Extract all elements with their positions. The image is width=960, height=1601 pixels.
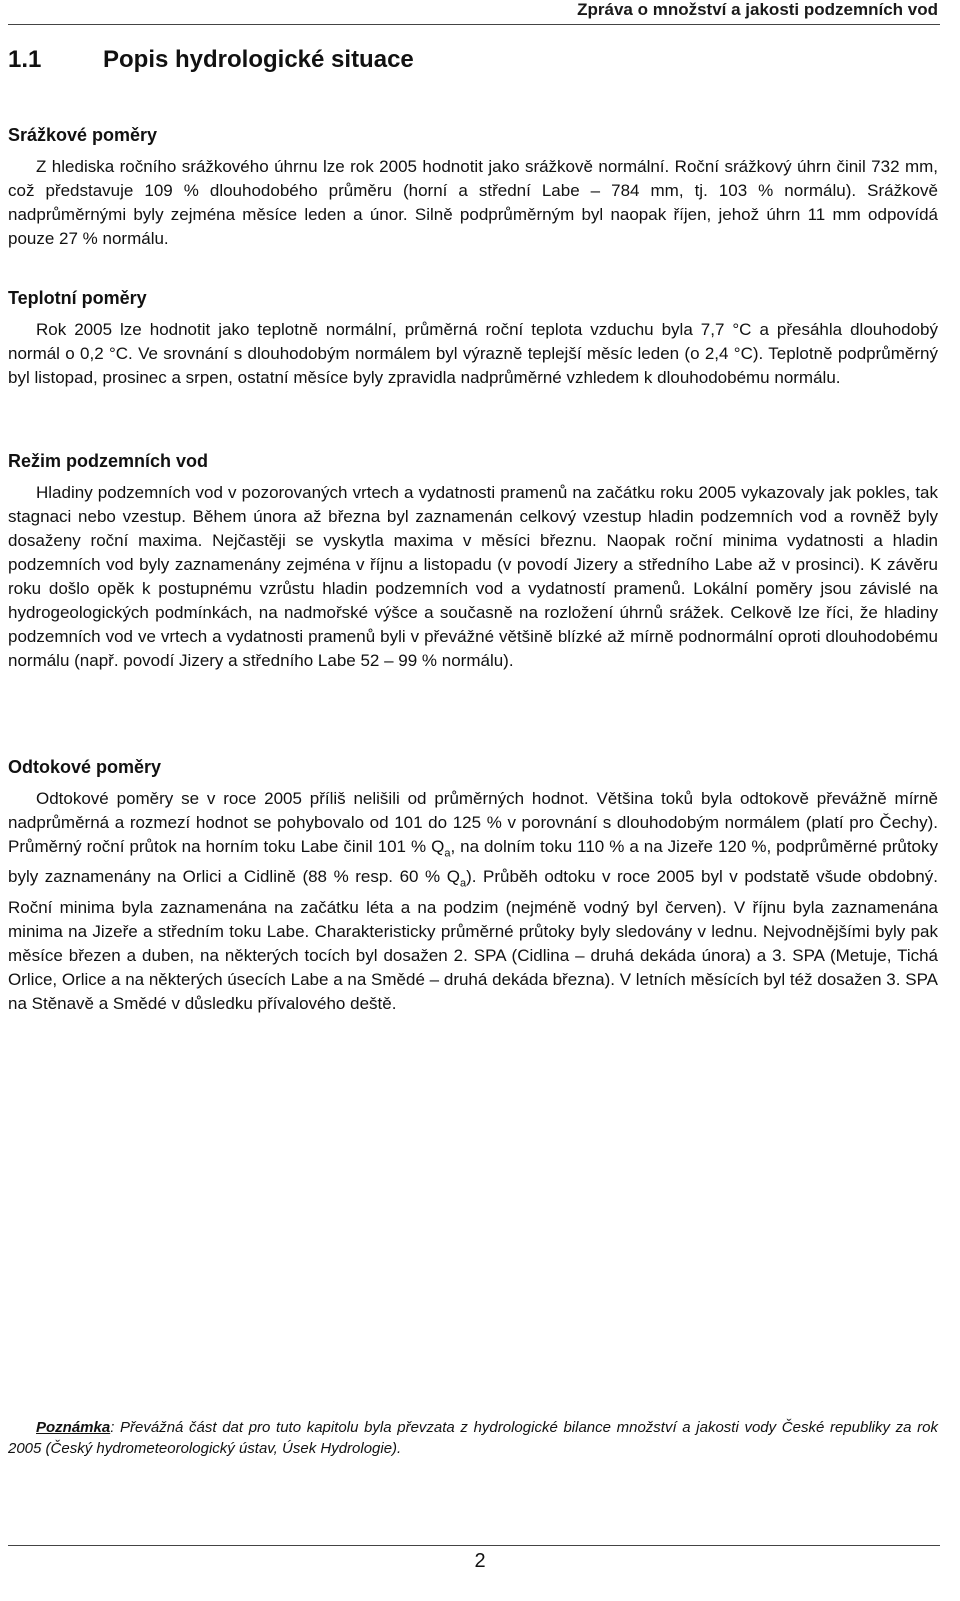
section-precipitation [8,125,938,251]
section-heading: Srážkové poměry [8,125,158,145]
section-paragraph: Hladiny podzemních vod v pozorovaných vrtech a vydatnosti pramenů na začátku roku 2005 vykazovaly jak pokles, tak stagnaci nebo vzestup. Během února až března byl zaznamenán celkový vzestup hladin podzemních vod a rovněž byly dosaženy roční maxima. Nejčastěji se vyskytla maxima v měsíci březnu. Naopak roční minima vydatnosti a hladin podzemních vod byly zaznamenány zejména v říjnu a listopadu (v povodí Jizery a středního Labe až v prosinci). K závěru roku došlo opěk k postupnému vzrůstu hladin podzemních vod a vydatností pramenů. Lokální poměry jsou závislé na hydrogeologických podmínkách, na nadmořské výšce a současně na rozložení úhrnů srážek. Celkově lze říci, že hladiny podzemních vod ve vrtech a vydatnosti pramenů byli v převážné většině blízké až mírně podnormální oproti dlouhodobému normálu (např. povodí Jizery a středního Labe 52 – 99 % normálu). [8,483,938,670]
footnote-text: : Převážná část dat pro tuto kapitolu byla převzata z hydrologické bilance množství a jakosti vody České republiky za rok 2005 (Český hydrometeorologický ústav, Úsek Hydrologie). [8,1419,938,1457]
subscript-a: a [459,877,467,890]
runoff-text-part: Odtokové poměry se v roce 2005 příliš nelišili od průměrných hodnot. Většina toků byla odtokově převážně mírně nadprůměrná a rozmezí hodnot se pohybovalo od 101 do 125 % v porovnání s dlouhodobým normálem (platí pro Čechy). Průměrný roční průtok na horním toku Labe činil 101 % Q [8,789,938,856]
footer-divider [8,1545,940,1546]
section-paragraph [8,787,938,1016]
chapter-number: 1.1 [8,46,42,73]
runoff-text-part: , na dolním toku 110 % a na Jizeře 120 %, podprůměrné průtoky byly zaznamenány na Orlici a Cidlině (88 % resp. 60 % Q [8,837,939,887]
section-runoff [8,757,938,1016]
footnote [8,1417,938,1459]
section-paragraph: Z hlediska ročního srážkového úhrnu lze rok 2005 hodnotit jako srážkově normální. Roční srážkový úhrn činil 732 mm, což představuje 109 % dlouhodobého průměru (horní a střední Labe – 784 mm, tj. 103 % normálu). Srážkově nadprůměrnými byly zejména měsíce leden a únor. Silně podprůměrným byl naopak říjen, jehož úhrn 11 mm odpovídá pouze 27 % normálu. [8,157,938,248]
section-groundwater [8,451,938,673]
section-temperature [8,288,938,390]
section-heading: Teplotní poměry [8,288,147,308]
header-divider [8,24,940,25]
subscript-a: a [444,847,451,860]
section-heading: Odtokové poměry [8,757,162,777]
footnote-label: Poznámka [36,1419,111,1436]
section-heading: Režim podzemních vod [8,451,209,471]
page-number: 2 [474,1550,486,1572]
section-paragraph: Rok 2005 lze hodnotit jako teplotně normální, průměrná roční teplota vzduchu byla 7,7 °C a přesáhla dlouhodobý normál o 0,2 °C. Ve srovnání s dlouhodobým normálem byl výrazně teplejší měsíc leden (o 2,4 °C). Teplotně podprůměrný byl listopad, prosinec a srpen, ostatní měsíce byly zpravidla nadprůměrné vzhledem k dlouhodobému normálu. [8,320,938,387]
chapter-title-text: Popis hydrologické situace [103,46,414,73]
runoff-text-part: ). Průběh odtoku v roce 2005 byl v podstatě všude obdobný. Roční minima byla zaznamenána na začátku léta a na podzim (nejméně vodný byl červen). V říjnu byla zaznamenána minima na Jizeře a středním toku Labe. Charakteristicky průměrné průtoky byly sledovány v lednu. Nejvodnějšími byly pak měsíce březen a duben, na některých tocích byl dosažen 2. SPA (Cidlina – druhá dekáda února) a 3. SPA (Metuje, Tichá Orlice, Orlice a na některých úsecích Labe a na Smědé – druhá dekáda března). V letních měsících byl též dosažen 3. SPA na Stěnavě a Smědé v důsledku přívalového deště. [8,867,938,1013]
running-header: Zpráva o množství a jakosti podzemních vod [577,0,938,19]
chapter-title [8,46,414,74]
